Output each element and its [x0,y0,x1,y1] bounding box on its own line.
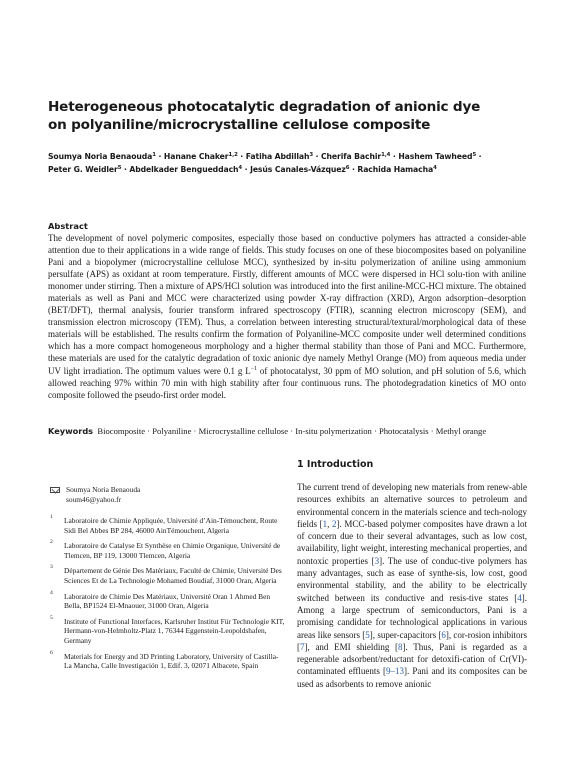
affiliation [50,649,285,671]
author-separator: · [121,164,130,174]
introduction-text [297,481,527,690]
author-affiliation-mark: 1 [152,152,156,159]
affiliation-text: Département de Génie Des Matériaux, Faculté de Chimie, Université Des Sciences Et de La Technologie Mohamed Boudiaf, 31000 Oran, Algeria [64,566,282,585]
affiliation-number: 1 [50,514,53,520]
affiliation [50,566,285,585]
author-separator: · [155,152,164,161]
affiliation-number: 3 [50,564,53,571]
author-separator: · [313,152,321,161]
title-line-1: Heterogeneous photocatalytic degradation of anionic dye [48,99,481,115]
citation-link[interactable]: 5 [365,629,370,640]
author-line [48,164,538,177]
author-name: Jesús Canales-Vázquez [250,164,346,174]
author [129,165,250,174]
author [48,152,164,161]
citation-link[interactable]: 4 [517,592,522,603]
affiliation-text: Materials for Energy and 3D Printing Laboratory, University of Castilla-La Mancha, Calle Investigación 1, Edif. 3, 02071 Albacete, Spain [64,651,279,671]
author-affiliation-mark: 1,2 [228,152,238,159]
author-name: Soumya Noria Benaouda [48,152,153,161]
author-name: Fatiha Abdillah [245,152,310,161]
author-affiliation-mark: 4 [433,164,437,171]
author-separator: · [349,164,358,174]
introduction-text-part: ], and EMI shielding [ [304,641,399,652]
introduction-text-part: ]. Pani and its composites can be used as adsorbents to remove anionic [297,666,527,689]
author [321,152,398,161]
affiliation-text: Institute of Functional Interfaces, Karlsruher Institut Für Technologie KIT, Hermann-von-Helmholtz-Platz 1, 76344 Eggenstein-Leopoldshafen, Germany [64,616,285,645]
abstract-text-part: The development of novel polymeric composites, especially those based on conductive polymers has attracted a consider-able attention due to their applications in a wide range of fields. This study focuses on one of these biocomposites based on polyaniline Pani and a biopolymer (microcrystalline cellulose MCC), synthesized by in-situ polymerization of aniline using ammonium persulfate (APS) as oxidant at room temperature. Firstly, different amounts of MCC were dispersed in HCl solu-tion with aniline monomer under stirring. Then a mixture of APS/HCl solution was introduced into the first aniline-MCC-HCl mixture. The obtained materials as well as Pani and MCC were characterized using powder X-ray diffraction (XRD), Argon adsorption–desorption (BET/DFT), thermal analysis, fourier transform infrared spectroscopy (FTIR), scanning electron microscopy (SEM), and transmission electron microscopy (TEM). Thus, a correlation between interesting structural/textural/morphological data of these materials will be established. The results confirm the formation of Polyaniline-MCC composite under well determined conditions which has a more compact homogeneous morphology and a higher thermal stability than those of Pani and MCC. Furthermore, these materials are used for the catalytic degradation of toxic anionic dye namely Methyl Orange (MO) from aqueous media under UV light irradiation. The optimum values were 0.1 g L [48,233,526,376]
introduction-text-part: ]. Among a large spectrum of semiconductors, Pani is a promising candidate for technological applications in various areas like sensors [ [297,592,527,640]
correspondence-email[interactable]: soum46@yahoo.fr [66,494,122,504]
author-separator: · [390,152,399,161]
affiliation-number: 6 [50,649,53,656]
author-name: Peter G. Weidler [48,164,118,174]
citation-link[interactable]: 3 [374,555,380,566]
title-line-2: on polyaniline/microcrystalline cellulose composite [48,117,431,133]
author [164,152,246,161]
abstract-text-part: of photocatalyst, 30 ppm of MO solution, and pH solution of 5.6, which allowed reaching 97% within 70 min with high stability after four continuous runs. The photodegradation kinetics of MO onto composite followed the pseudo-first order model. [48,365,526,400]
author [398,152,481,161]
author [246,152,321,161]
author [357,165,436,174]
author-list [48,151,538,176]
author-name: Hanane Chaker [163,152,229,161]
author-affiliation-mark: 4 [238,164,243,171]
affiliation-number: 5 [50,614,53,621]
author-line [48,151,538,164]
affiliation-number: 2 [50,539,53,546]
citation-link[interactable]: 1 [322,518,328,529]
author-separator: · [237,152,246,161]
affiliations [50,516,285,677]
affiliation-text: Laboratoire de Catalyse Et Synthèse en Chimie Organique, Université de Tlemcen, BP 119, 13000 Tlemcen, Algeria [64,541,281,560]
abstract-superscript: −1 [250,365,258,372]
citation-link[interactable]: 7 [300,641,305,652]
author-name: Cherifa Bachir [321,152,382,161]
correspondence-name: Soumya Noria Benaouda [66,485,141,494]
author-name: Rachida Hamacha [357,164,434,174]
citation-link[interactable]: 2 [331,518,337,529]
author-affiliation-mark: 6 [345,164,350,171]
abstract-heading: Abstract [48,221,88,231]
introduction-heading: 1 Introduction [297,459,374,470]
author-affiliation-mark: 5 [472,152,477,159]
affiliation-text: Laboratoire de Chimie Appliquée, Université d’Ain-Témouchent, Route Sidi Bel Abbes BP 284, 46000 AinTémouchent, Algeria [64,516,278,535]
author-name: Abdelkader Bengueddach [129,164,239,174]
author-affiliation-mark: 5 [117,164,122,171]
keywords [48,426,528,436]
affiliation [50,541,285,560]
affiliation [50,516,285,535]
citation-link[interactable]: 6 [441,629,446,640]
introduction-text-part: ]. MCC-based polymer composites have drawn a lot of concern due to their several advantages, such as low cost, availability, light weight, interesting mechanical properties, and nontoxic properties [ [297,518,527,566]
introduction-text-part: ], cor-rosion inhibitors [ [297,629,527,652]
author-name: Hashem Tawheed [398,152,473,161]
author [48,165,129,174]
author-separator: · [476,152,482,161]
affiliation [50,614,285,646]
author [250,165,357,174]
affiliation-text: Laboratoire de Chimie Des Matériaux, Université Oran 1 Ahmed Ben Bella, BP1524 El-Mnaouer, 31000 Oran, Algeria [64,591,271,611]
keywords-label: Keywords [48,426,94,436]
citation-link[interactable]: 8 [398,641,403,652]
article-title [48,98,518,134]
envelope-icon [50,487,60,493]
author-affiliation-mark: 1,4 [381,152,391,159]
introduction-text-part: , [327,518,332,529]
introduction-text-part: The current trend of developing new materials from renew-able resources exhibits an alternative sources to petroleum and environmental concern in the materials science and tech-nology fields [ [297,482,527,529]
author-separator: · [242,164,251,174]
introduction-text-part: ], super-capacitors [ [369,629,442,640]
keywords-text: Biocomposite · Polyaniline · Microcrystalline cellulose · In-situ polymerization · Photocatalysis · Methyl orange [97,426,487,436]
affiliation-number: 4 [50,589,53,596]
affiliation [50,589,285,611]
correspondence [50,485,270,504]
citation-link[interactable]: 9–13 [386,666,405,677]
introduction-text-part: ]. The use of conduc-tive polymers has many advantages, such as ease of synthe-sis, low cost, good environmental stability, and the ability to be electrically switched between its conductive and resis-tive states [ [297,555,528,603]
abstract-text [48,232,526,401]
introduction-text-part: ]. Thus, Pani is regarded as a regenerable adsorbent/reductant for detoxifi-cation of Cr(VI)-contaminated effluents [ [297,641,527,677]
author-affiliation-mark: 3 [309,152,314,159]
